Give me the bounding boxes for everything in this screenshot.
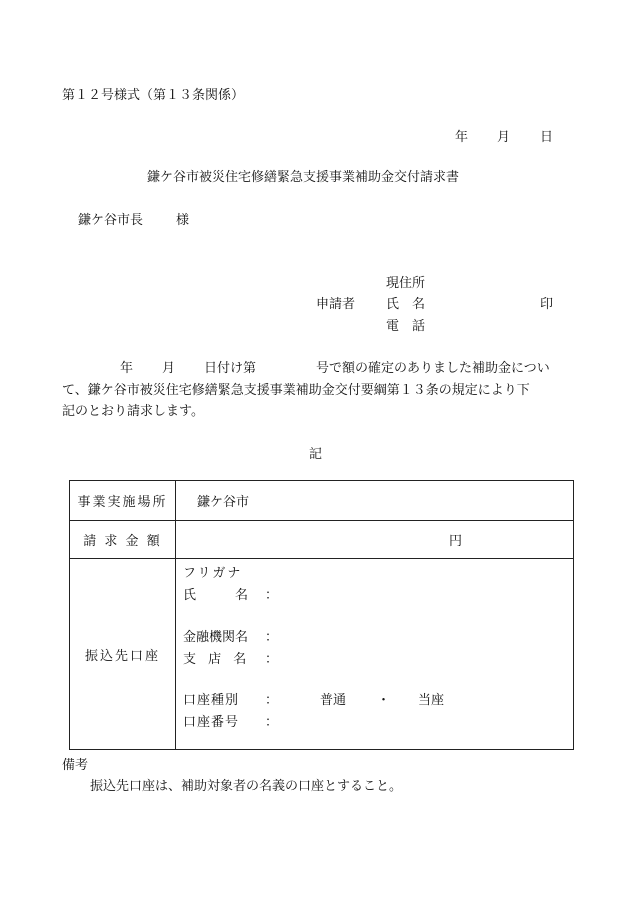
number-label: 口座番号 [183, 715, 240, 730]
request-table [69, 480, 574, 750]
site-value: 鎌ケ谷市 [176, 481, 574, 521]
bank-label: 金融機関名 [183, 630, 249, 645]
type-label: 口座種別 [183, 693, 240, 708]
body-dated: 日付け第 [204, 361, 257, 376]
date-month: 月 [497, 130, 511, 145]
type-touza: 当座 [418, 693, 445, 708]
phone-label: 電 話 [386, 319, 426, 334]
notes-heading: 備考 [62, 758, 89, 773]
date-year: 年 [455, 130, 469, 145]
account-label: 振込先口座 [70, 559, 176, 750]
form-number: 第１２号様式（第１３条関係） [62, 88, 245, 103]
body-line1-rest: 号で額の確定のありました補助金につい [316, 361, 550, 376]
furigana-label: フリガナ [183, 566, 243, 581]
site-label: 事業実施場所 [70, 481, 176, 521]
type-colon: ： [265, 693, 279, 708]
body-line2: て、鎌ケ谷市被災住宅修繕緊急支援事業補助金交付要綱第１３条の規定により下 [62, 383, 530, 398]
date-day: 日 [540, 130, 554, 145]
type-futsu: 普通 [320, 693, 347, 708]
name-label: 氏 名 [386, 297, 426, 312]
bank-colon: ： [265, 630, 279, 645]
number-colon: ： [265, 715, 279, 730]
amount-label: 請 求 金 額 [70, 521, 176, 559]
body-line3: 記のとおり請求します。 [62, 404, 204, 419]
applicant-label: 申請者 [316, 297, 356, 312]
branch-colon: ： [265, 652, 279, 667]
body-month: 月 [162, 361, 176, 376]
address-label: 現住所 [386, 276, 426, 291]
holder-colon: ： [265, 588, 279, 603]
amount-unit: 円 [176, 521, 574, 559]
addressee-honorific: 様 [176, 213, 190, 228]
ki-heading: 記 [309, 447, 323, 462]
branch-label: 支 店 名 [183, 652, 251, 667]
addressee-name: 鎌ケ谷市長 [78, 213, 144, 228]
type-separator: ・ [377, 693, 391, 708]
account-details [176, 559, 574, 750]
notes-text: 振込先口座は、補助対象者の名義の口座とすること。 [90, 779, 403, 794]
body-year: 年 [120, 361, 134, 376]
seal-mark: 印 [540, 297, 554, 312]
holder-label: 氏 名 [183, 588, 249, 603]
document-title: 鎌ケ谷市被災住宅修繕緊急支援事業補助金交付請求書 [147, 170, 460, 185]
